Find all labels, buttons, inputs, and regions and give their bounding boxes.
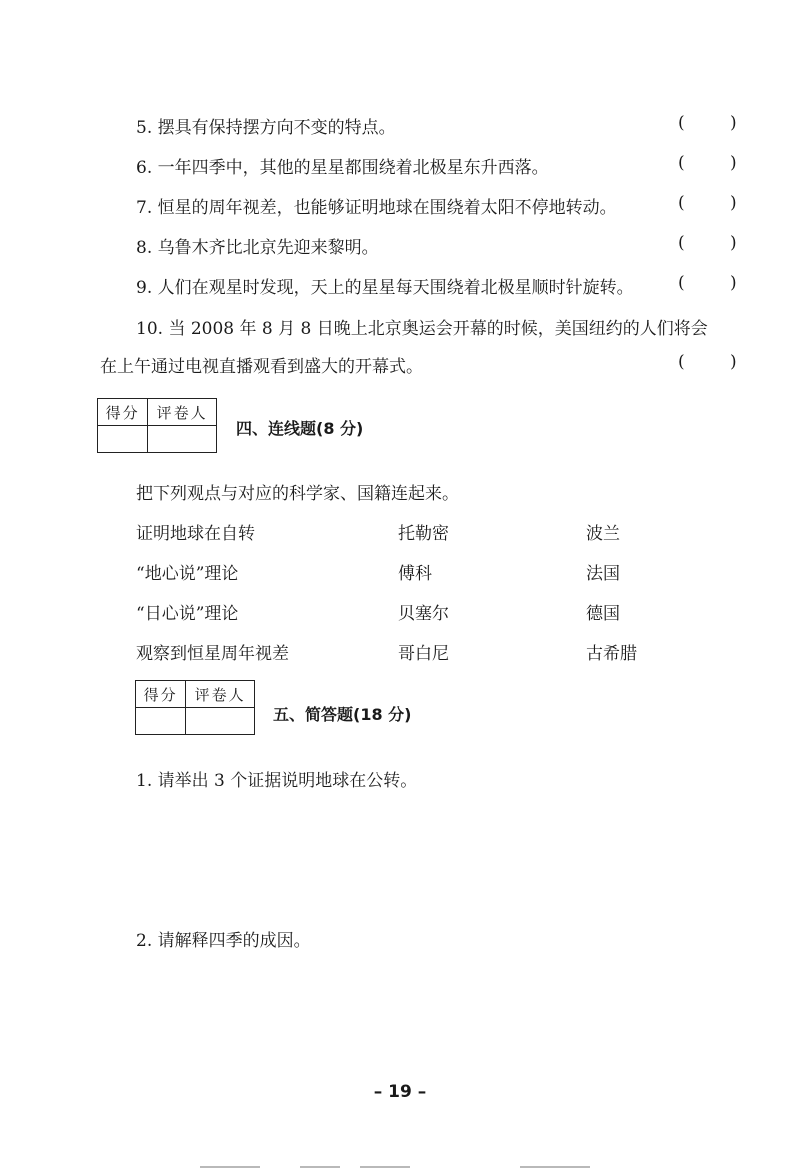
matching-viewpoint-1[interactable]: 证明地球在自转 [136, 524, 255, 544]
paren-open: ( [678, 193, 685, 213]
paren-open: ( [678, 273, 685, 293]
grader-label: 评卷人 [186, 681, 255, 708]
score-box-section4 [97, 398, 217, 453]
judgement-item-10-line2: 在上午通过电视直播观看到盛大的开幕式。 [100, 357, 423, 377]
grader-cell[interactable] [148, 426, 217, 453]
matching-scientist-2[interactable]: 傅科 [398, 564, 432, 584]
paren-open: ( [678, 153, 685, 173]
score-label: 得分 [98, 399, 148, 426]
short-answer-q1: 1. 请举出 3 个证据说明地球在公转。 [136, 771, 418, 791]
matching-viewpoint-3[interactable]: “日心说”理论 [136, 604, 239, 624]
section4-title: 四、连线题(8 分) [236, 419, 364, 438]
score-box-section5 [135, 680, 255, 735]
grader-cell[interactable] [186, 708, 255, 735]
scan-artifact [360, 1166, 410, 1168]
scan-artifact [200, 1166, 260, 1168]
scan-artifact [300, 1166, 340, 1168]
section5-title: 五、简答题(18 分) [273, 705, 412, 724]
paren-close: ) [730, 113, 737, 133]
matching-country-2[interactable]: 法国 [586, 564, 620, 584]
page-number: – 19 – [373, 1082, 427, 1102]
short-answer-q2: 2. 请解释四季的成因。 [136, 931, 311, 951]
judgement-item-6: 6. 一年四季中，其他的星星都围绕着北极星东升西落。 [136, 158, 549, 178]
judgement-item-7: 7. 恒星的周年视差，也能够证明地球在围绕着太阳不停地转动。 [136, 198, 617, 218]
paren-close: ) [730, 233, 737, 253]
judgement-item-10-line1: 10. 当 2008 年 8 月 8 日晚上北京奥运会开幕的时候，美国纽约的人们将会 [136, 319, 708, 339]
matching-viewpoint-2[interactable]: “地心说”理论 [136, 564, 239, 584]
matching-instruction: 把下列观点与对应的科学家、国籍连起来。 [136, 484, 459, 504]
judgement-item-8: 8. 乌鲁木齐比北京先迎来黎明。 [136, 238, 379, 258]
matching-country-4[interactable]: 古希腊 [586, 644, 637, 664]
matching-country-3[interactable]: 德国 [586, 604, 620, 624]
scan-artifact [520, 1166, 590, 1168]
judgement-item-5: 5. 摆具有保持摆方向不变的特点。 [136, 118, 396, 138]
paren-close: ) [730, 153, 737, 173]
matching-scientist-3[interactable]: 贝塞尔 [398, 604, 449, 624]
matching-viewpoint-4[interactable]: 观察到恒星周年视差 [136, 644, 289, 664]
paren-close: ) [730, 193, 737, 213]
grader-label: 评卷人 [148, 399, 217, 426]
paren-open: ( [678, 352, 685, 372]
score-label: 得分 [136, 681, 186, 708]
paren-close: ) [730, 273, 737, 293]
score-cell[interactable] [136, 708, 186, 735]
paren-open: ( [678, 113, 685, 133]
score-cell[interactable] [98, 426, 148, 453]
paren-open: ( [678, 233, 685, 253]
matching-scientist-1[interactable]: 托勒密 [398, 524, 449, 544]
matching-scientist-4[interactable]: 哥白尼 [398, 644, 449, 664]
paren-close: ) [730, 352, 737, 372]
judgement-item-9: 9. 人们在观星时发现，天上的星星每天围绕着北极星顺时针旋转。 [136, 278, 634, 298]
matching-country-1[interactable]: 波兰 [586, 524, 620, 544]
